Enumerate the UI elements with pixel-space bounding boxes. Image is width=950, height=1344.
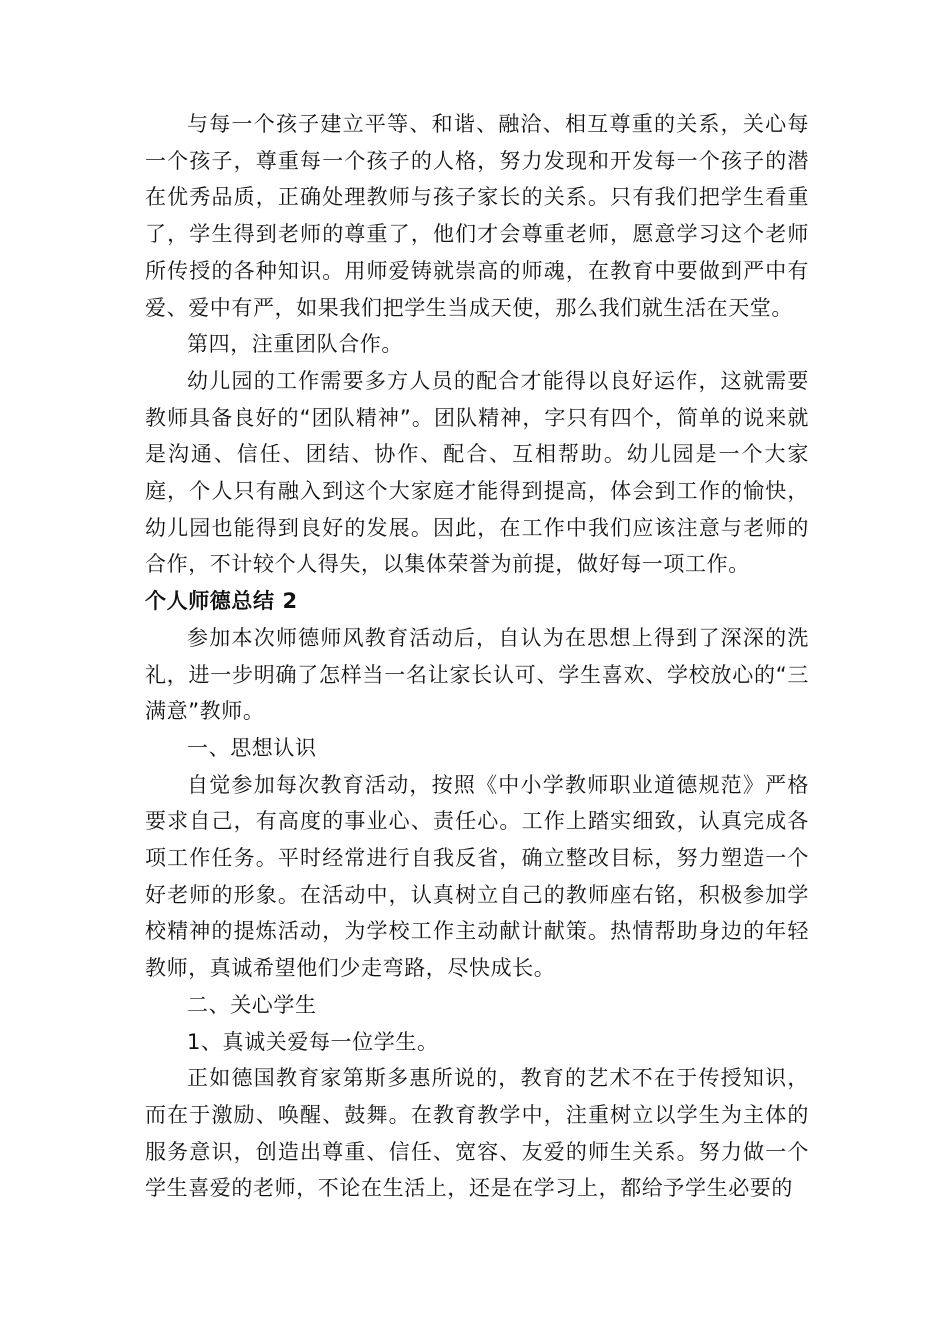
subsection-label: 1、真诚关爱每一位学生。 <box>187 1029 439 1054</box>
body-paragraph: 自觉参加每次教育活动，按照《中小学教师职业道德规范》严格要求自己，有高度的事业心、责任心。工作上踏实细致，认真完成各项工作任务。平时经常进行自我反省，确立整改目标，努力塑造一个好老师的形象。在活动中，认真树立自己的教师座右铭，积极参加学校精神的提炼活动，为学校工作主动献计献策。热情帮助身边的年轻教师，真诚希望他们少走弯路，尽快成长。 <box>145 772 809 981</box>
body-paragraph: 参加本次师德师风教育活动后，自认为在思想上得到了深深的洗礼，进一步明确了怎样当一名让家长认可、学生喜欢、学校放心的“三满意”教师。 <box>145 625 809 724</box>
body-paragraph: 与每一个孩子建立平等、和谐、融洽、相互尊重的关系，关心每一个孩子，尊重每一个孩子的人格，努力发现和开发每一个孩子的潜在优秀品质，正确处理教师与孩子家长的关系。只有我们把学生看重了，学生得到老师的尊重了，他们才会尊重老师，愿意学习这个老师所传授的各种知识。用师爱铸就崇高的师魂，在教育中要做到严中有爱、爱中有严，如果我们把学生当成天使，那么我们就生活在天堂。 <box>145 112 809 320</box>
section-heading: 个人师德总结 2 <box>145 589 298 614</box>
section-label: 第四，注重团队合作。 <box>187 332 403 357</box>
body-paragraph: 幼儿园的工作需要多方人员的配合才能得以良好运作，这就需要教师具备良好的“团队精神”。团队精神，字只有四个，简单的说来就是沟通、信任、团结、协作、配合、互相帮助。幼儿园是一个大家庭，个人只有融入到这个大家庭才能得到提高，体会到工作的愉快，幼儿园也能得到良好的发展。因此，在工作中我们应该注意与老师的合作，不计较个人得失，以集体荣誉为前提，做好每一项工作。 <box>145 368 809 577</box>
section-label: 一、思想认识 <box>187 735 317 760</box>
document-page <box>145 106 809 1207</box>
section-label: 二、关心学生 <box>187 992 317 1017</box>
body-paragraph: 正如德国教育家第斯多惠所说的，教育的艺术不在于传授知识，而在于激励、唤醒、鼓舞。在教育教学中，注重树立以学生为主体的服务意识，创造出尊重、信任、宽容、友爱的师生关系。努力做一个学生喜爱的老师，不论在生活上，还是在学习上，都给予学生必要的 <box>145 1066 809 1201</box>
